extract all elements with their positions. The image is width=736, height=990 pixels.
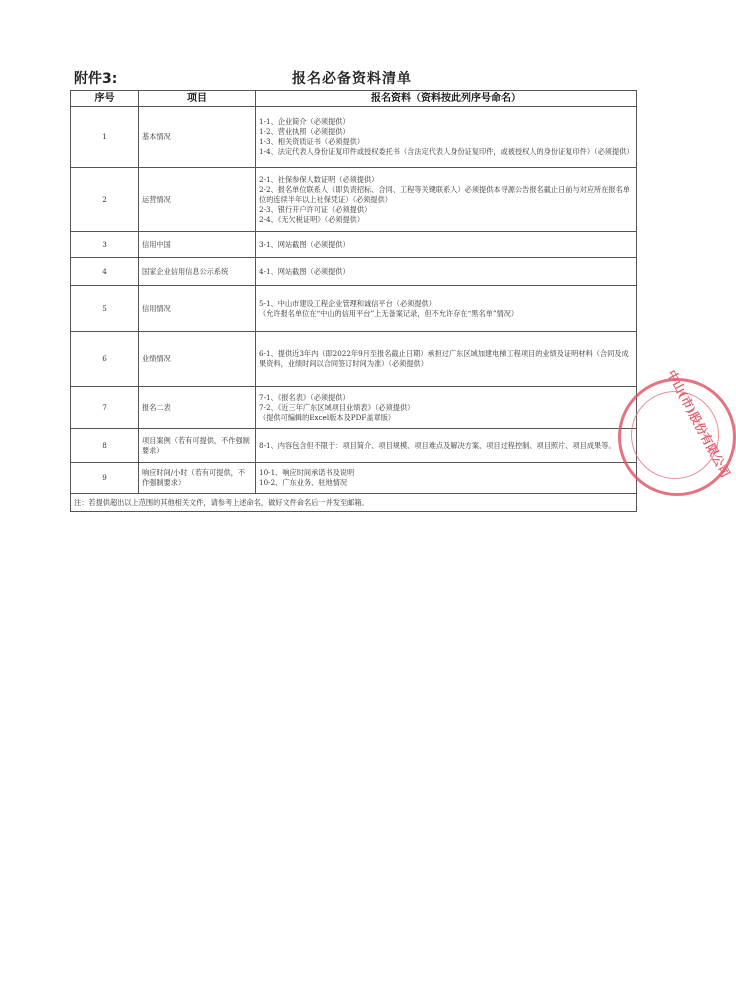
material-line: 1-2、营业执照（必须提供） — [259, 127, 350, 136]
material-line: 1-3、相关资质证书（必须提供） — [259, 137, 365, 146]
row-number: 5 — [71, 286, 139, 332]
row-number: 3 — [71, 232, 139, 258]
material-line: 10-2、广东业务、驻地情况 — [259, 478, 348, 487]
page-header — [74, 68, 630, 88]
table-row — [71, 107, 637, 168]
material-line: 2-2、报名单位联系人（即负责招标、合同、工程等关键联系人）必须提供本寻源公告报名截止日前与对应所在报名单位的连续半年以上社保凭证）（必须提供） — [259, 184, 630, 204]
row-number: 9 — [71, 463, 139, 494]
row-number: 7 — [71, 387, 139, 429]
row-item: 项目案例（若有可提供，不作强制要求） — [139, 429, 256, 463]
row-item: 信用情况 — [139, 286, 256, 332]
table-row — [71, 387, 637, 429]
row-item: 运营情况 — [139, 168, 256, 232]
row-materials — [256, 332, 637, 387]
material-line: （允许报名单位在“中山的信用平台”上无备案记录，但不允许存在“黑名单”情况） — [259, 308, 519, 318]
table-row — [71, 168, 637, 232]
material-line: 1-1、企业简介（必须提供） — [259, 117, 350, 126]
material-line: 7-1、《报名表》（必须提供） — [259, 392, 350, 402]
row-item: 业绩情况 — [139, 332, 256, 387]
table-header-row — [71, 91, 637, 107]
material-line: 2-1、社保参保人数证明（必须提供） — [259, 174, 379, 184]
material-line: （提供可编辑的Excel版本及PDF盖章版） — [259, 412, 396, 422]
material-line: 1-4、法定代表人身份证复印件或授权委托书（含法定代表人身份证复印件，或被授权人的身份证复印件）（必须提供） — [259, 147, 634, 156]
row-materials — [256, 429, 637, 463]
table-note: 注：若提供超出以上范围的其他相关文件，请参考上述命名，做好文件命名后一并发至邮箱。 — [71, 494, 637, 512]
row-number: 8 — [71, 429, 139, 463]
materials-table — [70, 90, 637, 512]
material-line: 8-1、内容包含但不限于：项目简介、项目规模、项目难点及解决方案、项目过程控制、项目照片、项目成果等。 — [259, 440, 616, 450]
row-item: 报名二表 — [139, 387, 256, 429]
material-line: 2-4、《无欠税证明》（必须提供） — [259, 214, 365, 224]
table-row — [71, 258, 637, 286]
material-line: 5-1、中山市建设工程企业管理和诚信平台（必须提供） — [259, 298, 436, 308]
table-row — [71, 463, 637, 494]
page-title: 报名必备资料清单 — [292, 71, 412, 87]
seal-text: 中山(市)股份有限公司 — [664, 367, 733, 480]
column-header-no: 序号 — [71, 91, 139, 107]
table-row — [71, 286, 637, 332]
table-row — [71, 429, 637, 463]
column-header-item: 项目 — [139, 91, 256, 107]
row-materials — [256, 107, 637, 168]
row-materials — [256, 258, 637, 286]
row-number: 1 — [71, 107, 139, 168]
row-item: 响应时间/小时（若有可提供，不作强制要求） — [139, 463, 256, 494]
table-row — [71, 232, 637, 258]
row-materials — [256, 387, 637, 429]
row-number: 6 — [71, 332, 139, 387]
table-row — [71, 332, 637, 387]
row-item: 国家企业信用信息公示系统 — [139, 258, 256, 286]
row-number: 2 — [71, 168, 139, 232]
material-line: 6-1、提供近3年内（即2022年9月至报名截止日期）承担过广东区域加建电梯工程项目的业绩及证明材料（合同及成果资料，业绩时间以合同签订时间为准）（必须提供） — [259, 349, 629, 368]
material-line: 7-2、《近三年广东区域项目业绩表》（必须提供） — [259, 402, 415, 412]
row-item: 基本情况 — [139, 107, 256, 168]
material-line: 10-1、响应时间承诺书及说明 — [259, 468, 355, 477]
row-materials — [256, 463, 637, 494]
table-note-row — [71, 494, 637, 512]
row-item: 信用中国 — [139, 232, 256, 258]
row-materials — [256, 232, 637, 258]
company-seal — [618, 367, 736, 496]
material-line: 4-1、网站截图（必须提供） — [259, 266, 350, 276]
row-materials — [256, 168, 637, 232]
column-header-materials: 报名资料（资料按此列序号命名） — [256, 91, 637, 107]
attachment-label: 附件3: — [74, 71, 118, 87]
row-number: 4 — [71, 258, 139, 286]
row-materials — [256, 286, 637, 332]
material-line: 2-3、银行开户许可证（必须提供） — [259, 204, 372, 214]
material-line: 3-1、网站截图（必须提供） — [259, 239, 350, 249]
